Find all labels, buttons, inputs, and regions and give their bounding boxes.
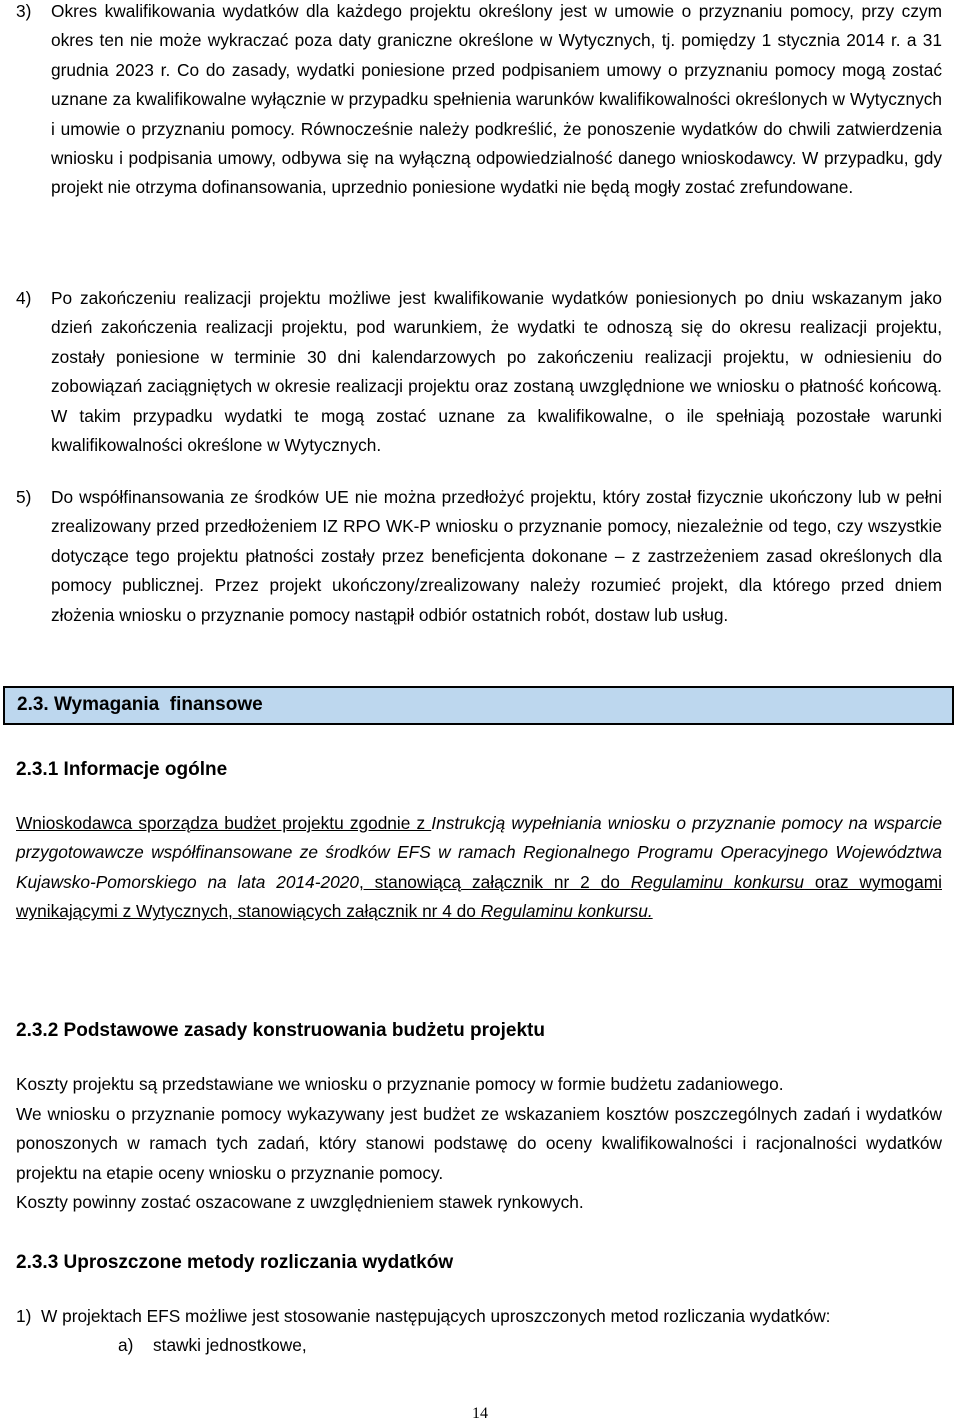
page-number: 14	[472, 1405, 488, 1422]
list-item-text	[51, 284, 942, 460]
market-rates-line: Koszty powinny zostać oszacowane z uwzględnieniem stawek rynkowych.	[16, 1192, 584, 1212]
subsection-heading-2-3-2: 2.3.2 Podstawowe zasady konstruowania budżetu projektu	[16, 1020, 545, 1041]
list-item-5	[16, 483, 942, 630]
list-item-3	[16, 0, 942, 203]
budget-instruction-paragraph	[16, 809, 942, 927]
instruction-title-reference: Instrukcją wypełniania wniosku o przyznanie pomocy na wsparcie przygotowawcze współfinansowane ze środków EFS w ramach Regionalnego Programu Operacyjnego Województwa Kujawsko-Pomorskiego na lata 2014-2020	[16, 813, 942, 892]
list-item-text-segment: Do współfinansowania ze środków UE nie można przedłożyć projektu, który został fizycznie ukończony lub w pełni zrealizowany przed przedłożeniem IZ RPO WK-P wniosku o przyznanie pomocy, niezależnie od tego, czy wszystkie dotyczące tego projektu płatności zostały przez beneficjenta dokonane – z zastrzeżeniem zasad określonych dla pomocy publicznej. Przez projekt ukończony/zrealizowany należy rozumieć projekt, dla którego przed dniem złożenia wniosku o przyznanie pomocy nastąpił odbiór ostatnich robót, dostaw lub usług.	[51, 487, 942, 625]
subsection-heading-2-3-1: 2.3.1 Informacje ogólne	[16, 759, 228, 780]
list-item-number: 5)	[16, 487, 32, 507]
list-item-text	[51, 483, 942, 630]
budget-description-paragraph: We wniosku o przyznanie pomocy wykazywany jest budżet ze wskazaniem kosztów poszczególnych zadań i wydatków ponoszonych w ramach tych zadań, który stanowi podstawę do oceny kwalifikowalności i racjonalności wydatków projektu na etapie oceny wniosku o przyznanie pomocy.	[16, 1104, 942, 1183]
subsection-heading-2-3-3: 2.3.3 Uproszczone metody rozliczania wydatków	[16, 1252, 454, 1273]
sub-item-label: a)	[118, 1335, 134, 1355]
simplified-methods-item: 1) W projektach EFS możliwe jest stosowanie następujących uproszczonych metod rozliczania wydatków:	[16, 1306, 831, 1326]
list-item-4	[16, 284, 942, 460]
paragraph-text: oraz wymogami wynikającymi z Wytycznych, stanowiących załącznik nr 4 do	[16, 871, 942, 922]
list-item-number: 3)	[16, 1, 32, 21]
list-item-number: 4)	[16, 288, 32, 308]
regulation-reference: Regulaminu konkursu.	[480, 901, 653, 922]
list-item-text-segment: Po zakończeniu realizacji projektu możliwe jest kwalifikowanie wydatków poniesionych po dniu wskazanym jako dzień zakończenia realizacji projektu, pod warunkiem, że wydatki te odnoszą się do okresu realizacji projektu, zostały poniesione w terminie 30 dni kalendarzowych po zakończeniu realizacji projektu, w odniesieniu do zobowiązań zaciągniętych w okresie realizacji projektu oraz zostaną uwzględnione we wniosku o płatność końcową. W takim przypadku wydatki te mogą zostać uznane za kwalifikowalne, o ile spełniają pozostałe warunki kwalifikowalności określone w Wytycznych.	[51, 288, 942, 456]
paragraph-text: Wnioskodawca sporządza budżet projektu zgodnie z	[16, 813, 432, 833]
section-heading: 2.3. Wymagania finansowe	[17, 694, 263, 715]
list-item-text	[51, 0, 942, 203]
list-item-text-segment: Okres kwalifikowania wydatków dla każdego projektu określony jest w umowie o przyznaniu pomocy, przy czym okres ten nie może wykraczać poza daty graniczne określone w Wytycznych, tj. pomiędzy 1 stycznia 2014 r. a 31 grudnia 2023 r. Co do zasady, wydatki poniesione przed podpisaniem umowy o przyznaniu pomocy mogą zostać uznane za kwalifikowalne wyłącznie w przypadku spełnienia warunków kwalifikowalności określonych w Wytycznych i umowie o przyznaniu pomocy. Równocześnie należy podkreślić, że ponoszenie wydatków do chwili zatwierdzenia wniosku i podpisania umowy, odbywa się na wyłączną odpowiedzialność danego wnioskodawcy. W przypadku, gdy projekt nie otrzyma dofinansowania, uprzednio poniesione wydatki nie będą mogły zostać zrefundowane.	[51, 1, 942, 198]
sub-item-text: stawki jednostkowe,	[153, 1335, 307, 1355]
section-heading-box	[3, 686, 954, 725]
budget-form-line: Koszty projektu są przedstawiane we wniosku o przyznanie pomocy w formie budżetu zadaniowego.	[16, 1074, 784, 1094]
paragraph-text: , stanowiącą załącznik nr 2 do	[358, 871, 631, 892]
regulation-reference: Regulaminu konkursu	[630, 871, 805, 892]
